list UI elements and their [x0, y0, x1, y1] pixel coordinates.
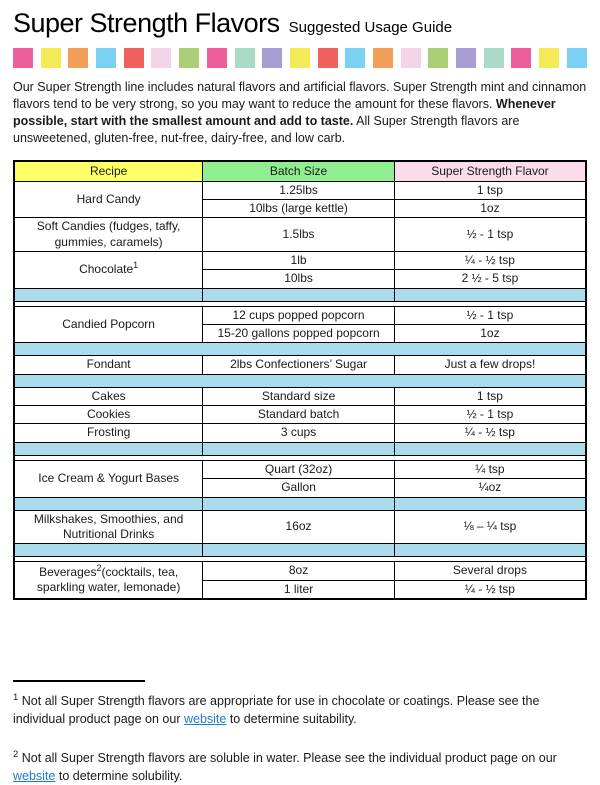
color-swatch	[151, 48, 171, 68]
column-header: Batch Size	[203, 161, 395, 181]
column-header: Recipe	[14, 161, 203, 181]
table-body	[14, 181, 586, 599]
table-cell: Frosting	[14, 424, 203, 442]
table-cell: 2lbs Confectioners’ Sugar	[203, 356, 395, 374]
table-row	[14, 251, 586, 269]
table-cell: Milkshakes, Smoothies, and Nutritional Drinks	[14, 510, 203, 544]
separator-row	[14, 343, 586, 356]
footnote-2-marker: 2	[13, 749, 19, 761]
footnote-divider	[13, 680, 145, 682]
table-cell: Standard batch	[203, 406, 395, 424]
table-row	[14, 562, 586, 580]
table-cell: 15-20 gallons popped popcorn	[203, 325, 395, 343]
color-swatch	[373, 48, 393, 68]
table-cell: 16oz	[203, 510, 395, 544]
separator-cell	[14, 288, 203, 301]
separator-cell	[203, 544, 395, 557]
table-cell: 1 liter	[203, 580, 395, 599]
color-swatch	[456, 48, 476, 68]
color-swatch	[511, 48, 531, 68]
table-cell: Ice Cream & Yogurt Bases	[14, 460, 203, 497]
color-swatch	[41, 48, 61, 68]
table-cell: ¼ - ½ tsp	[394, 251, 586, 269]
color-swatch	[318, 48, 338, 68]
intro-paragraph	[13, 79, 587, 147]
color-swatch	[428, 48, 448, 68]
table-row	[14, 356, 586, 374]
table-cell: 1 tsp	[394, 387, 586, 405]
separator-cell	[203, 288, 395, 301]
table-cell: 1oz	[394, 199, 586, 217]
table-row	[14, 218, 586, 252]
footnote-2	[13, 746, 579, 785]
table-cell: Gallon	[203, 479, 395, 497]
separator-cell	[203, 442, 395, 455]
table-cell: 1oz	[394, 325, 586, 343]
separator-cell	[14, 442, 203, 455]
table-cell: ¼ - ½ tsp	[394, 580, 586, 599]
table-cell: 10lbs	[203, 270, 395, 288]
separator-cell	[14, 497, 203, 510]
footnote-1-marker: 1	[13, 691, 19, 703]
usage-table	[13, 160, 587, 600]
table-cell: ½ - 1 tsp	[394, 306, 586, 324]
table-cell: Cookies	[14, 406, 203, 424]
separator-cell	[14, 544, 203, 557]
footnote-1	[13, 689, 579, 728]
title-main: Super Strength Flavors	[13, 8, 280, 38]
separator-cell	[394, 544, 586, 557]
intro-text-bold: Whenever possible, start with the smallest amount and add to taste.	[13, 97, 556, 128]
table-header	[14, 161, 586, 181]
table-cell: Beverages$^2$(cocktails, tea, sparkling water, lemonade)	[14, 562, 203, 599]
separator-cell	[394, 497, 586, 510]
table-row	[14, 424, 586, 442]
table-cell: Candied Popcorn	[14, 306, 203, 343]
table-row	[14, 387, 586, 405]
table-cell: ⅛ – ¼ tsp	[394, 510, 586, 544]
table-cell: 2 ½ - 5 tsp	[394, 270, 586, 288]
color-swatch	[401, 48, 421, 68]
table-cell: 1.25lbs	[203, 181, 395, 199]
color-swatch	[484, 48, 504, 68]
column-header: Super Strength Flavor	[394, 161, 586, 181]
separator-cell	[394, 288, 586, 301]
table-cell: Quart (32oz)	[203, 460, 395, 478]
table-cell: Fondant	[14, 356, 203, 374]
table-cell: Cakes	[14, 387, 203, 405]
table-row	[14, 460, 586, 478]
color-swatch	[96, 48, 116, 68]
footnote-1-text-start: Not all Super Strength flavors are appropriate for use in chocolate or coatings. Please see the individual product page on our	[13, 694, 540, 727]
separator-row	[14, 374, 586, 387]
table-cell: 12 cups popped popcorn	[203, 306, 395, 324]
table-cell: Just a few drops!	[394, 356, 586, 374]
color-swatch	[179, 48, 199, 68]
footnote-marker: 2	[96, 562, 102, 573]
table-cell: Standard size	[203, 387, 395, 405]
color-swatch	[68, 48, 88, 68]
color-swatch	[290, 48, 310, 68]
color-swatch	[345, 48, 365, 68]
intro-text-end: All Super Strength flavors are unsweetened, gluten-free, nut-free, dairy-free, and low carb.	[13, 114, 520, 145]
color-swatch	[539, 48, 559, 68]
color-swatch	[124, 48, 144, 68]
website-link-1[interactable]: website	[183, 712, 227, 727]
table-row	[14, 510, 586, 544]
color-swatch	[207, 48, 227, 68]
table-cell: 1 tsp	[394, 181, 586, 199]
footnote-2-text-end: to determine solubility.	[55, 769, 183, 784]
table-row	[14, 406, 586, 424]
table-cell: 1lb	[203, 251, 395, 269]
separator-cell	[203, 497, 395, 510]
table-header-row	[14, 161, 586, 181]
separator-row	[14, 288, 586, 301]
color-swatch	[262, 48, 282, 68]
table-cell: Soft Candies (fudges, taffy, gummies, caramels)	[14, 218, 203, 252]
color-swatch	[235, 48, 255, 68]
table-cell: ¼oz	[394, 479, 586, 497]
separator-cell	[14, 343, 586, 356]
table-cell: ¼ - ½ tsp	[394, 424, 586, 442]
separator-cell	[394, 442, 586, 455]
website-link-2[interactable]: website	[13, 769, 56, 784]
table-cell: Chocolate$^1$	[14, 251, 203, 288]
table-cell: 10lbs (large kettle)	[203, 199, 395, 217]
footnote-2-text-start: Not all Super Strength flavors are soluble in water. Please see the individual product page on our	[18, 751, 557, 766]
table-cell: 1.5lbs	[203, 218, 395, 252]
page-title	[13, 8, 587, 39]
separator-row	[14, 497, 586, 510]
table-cell: 3 cups	[203, 424, 395, 442]
color-swatch	[567, 48, 587, 68]
intro-text-start: Our Super Strength line includes natural flavors and artificial flavors. Super Strength mint and cinnamon flavors tend to be very strong, so you may want to reduce the amount for these flavors.	[13, 80, 587, 111]
separator-row	[14, 442, 586, 455]
table-cell: 8oz	[203, 562, 395, 580]
color-strip	[13, 48, 587, 68]
footnote-marker: 1	[133, 260, 139, 271]
table-cell: Hard Candy	[14, 181, 203, 218]
table-row	[14, 306, 586, 324]
table-cell: ½ - 1 tsp	[394, 218, 586, 252]
title-subtitle: Suggested Usage Guide	[288, 19, 453, 36]
separator-row	[14, 544, 586, 557]
footnotes-section	[13, 680, 587, 785]
separator-cell	[14, 374, 586, 387]
footnote-1-text-end: to determine suitability.	[226, 712, 357, 727]
color-swatch	[13, 48, 33, 68]
table-cell: ½ - 1 tsp	[394, 406, 586, 424]
table-cell: Several drops	[394, 562, 586, 580]
table-cell: ¼ tsp	[394, 460, 586, 478]
table-row	[14, 181, 586, 199]
